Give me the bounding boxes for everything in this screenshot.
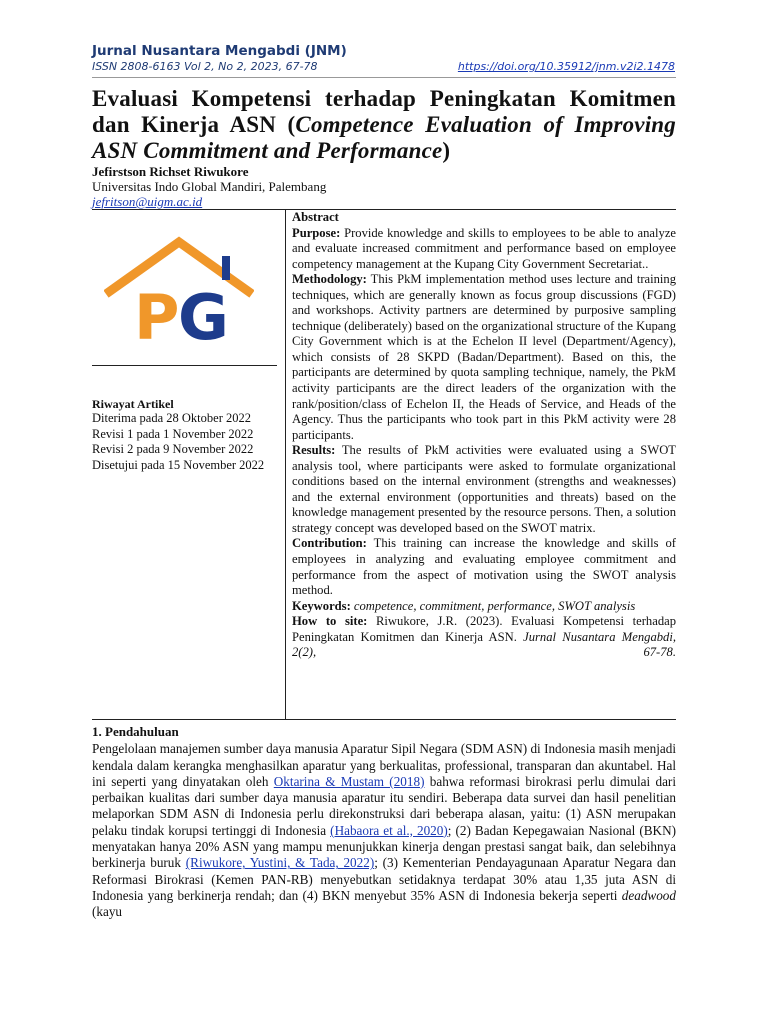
title-close-paren: ) (442, 138, 451, 163)
article-history-title: Riwayat Artikel (92, 397, 174, 411)
journal-logo (104, 236, 254, 346)
journal-name: Jurnal Nusantara Mengabdi (JNM) (92, 43, 347, 59)
abstract-results (292, 443, 676, 536)
howto-text: Riwukore, J.R. (2023). Evaluasi Kompetensi terhadap Peningkatan Komitmen dan Kinerja ASN. (292, 614, 677, 644)
abstract-contribution (292, 536, 676, 598)
methodology-label: Methodology: (292, 272, 367, 287)
results-label: Results: (292, 443, 336, 458)
section-heading: 1. Pendahuluan (92, 724, 179, 739)
abstract-how-to-cite (292, 614, 676, 661)
header-divider (92, 77, 676, 78)
history-accepted: Disetujui pada 15 November 2022 (92, 457, 265, 472)
results-text: The results of PkM activities were evaluated using a SWOT analysis tool, where participants were asked to formulate organizational conditions based on the internal environment (strengths and weaknesses) and the external environment (opportunities and threats) based on the knowledge management presented by the resource persons. Then, a solution strategy concept was developed based on the SWOT matrix. (292, 443, 676, 535)
logo-divider (92, 365, 277, 366)
abstract-heading: Abstract (292, 210, 339, 224)
author-name: Jefirstson Richset Riwukore (92, 164, 249, 179)
title-indonesian: Evaluasi Kompetensi terhadap Peningkatan Komitmen dan Kinerja ASN ( (92, 86, 676, 137)
doi-link[interactable]: https://doi.org/10.35912/jnm.v2i2.1478 (457, 60, 675, 73)
keywords-text: competence, commitment, performance, SWOT analysis (350, 598, 636, 613)
article-title (92, 86, 676, 164)
deadwood-term: deadwood (621, 887, 676, 903)
contribution-text: This training can increase the knowledge and skills of employees in analyzing and evaluating employee commitment and performance from the aspect of motivation using the SWOT analysis method. (292, 536, 676, 598)
section-pendahuluan (92, 724, 676, 921)
history-received: Diterima pada 28 Oktober 2022 (92, 411, 251, 425)
author-affiliation: Universitas Indo Global Mandiri, Palembang (92, 179, 327, 194)
title-english: Competence Evaluation of Improving ASN Commitment and Performance (92, 112, 676, 163)
para-part-3: ; (2) Badan Kepegawaian Nasional (BKN) menyatakan hanya 20% ASN yang mampu menunjukkan kinerja dengan prestasi sangat baik, dan selebihnya berkinerja buruk (92, 822, 676, 871)
purpose-label: Purpose: (292, 225, 341, 240)
abstract-purpose (292, 226, 676, 273)
abstract-block (292, 210, 676, 661)
author-email-link[interactable]: jefritson@uigm.ac.id (92, 194, 203, 209)
logo-chimney (222, 256, 230, 280)
contribution-label: Contribution: (292, 536, 367, 551)
section-paragraph (92, 741, 676, 920)
logo-letter-g: G (178, 281, 229, 346)
article-history-list (92, 411, 264, 473)
logo-letter-p: P (134, 281, 180, 346)
para-part-1: Pengelolaan manajemen sumber daya manusia Aparatur Sipil Negara (SDM ASN) di Indonesia masih menjadi kendala dalam kerangka menghasilkan aparatur yang berkualitas, professional, transparan dan akuntabel. Hal ini seperti yang dinyatakan oleh (92, 741, 676, 789)
methodology-text: This PkM implementation method uses lecture and training techniques, which are generally known as focus group discussions (FGD) and workshops. Activity partners are determined by purposive sampling technique (deliberately) based on the organizational structure of the Kupang City Government which is at the Echelon II level (Department/Agency), which consists of 28 SKPD (Badan/Department). Based on this, the participants are determined by quota sampling technique, namely, the PkM activity participants are the direct leaders of the organization with the rank/position/class of Echelon II, the Heads of Service, and Heads of the Agency. Thus the participants who took part in this PkM activity were 28 participants. (292, 272, 676, 442)
issn-volume-line: ISSN 2808-6163 Vol 2, No 2, 2023, 67-78 (92, 60, 318, 73)
para-part-2: bahwa reformasi birokrasi perlu dimulai dari perbaikan kualitas dari sumber daya manusia aparatur itu sendiri. Beberapa data survei dan hasil penelitian melaporkan SDM ASN di Indonesia perlu direkonstruksi dari beberapa alasan, yaitu: (1) ASN merupakan pelaku tindak korupsi tertinggi di Indonesia (92, 773, 676, 838)
abstract-methodology (292, 272, 676, 443)
citation-habaora[interactable]: (Habaora et al., 2020) (330, 822, 448, 838)
history-revision-2: Revisi 2 pada 9 November 2022 (92, 442, 254, 456)
abstract-box-bottom-rule (92, 719, 676, 720)
abstract-box-divider (285, 209, 286, 719)
citation-oktarina-mustam[interactable]: Oktarina & Mustam (2018) (273, 773, 425, 789)
howto-label: How to site: (292, 614, 368, 629)
abstract-keywords (292, 599, 676, 615)
citation-riwukore[interactable]: (Riwukore, Yustini, & Tada, 2022) (185, 855, 375, 871)
para-part-5: (kayu (92, 904, 123, 920)
para-part-4: ; (3) Kementerian Pendayagunaan Aparatur Negara dan Reformasi Birokrasi (Kemen PAN-RB) menyebutkan setidaknya terdapat 30% atau 1,35 juta ASN di Indonesia yang berkinerja rendah; dan (4) BKN menyebut 35% ASN di Indonesia bekerja seperti (92, 855, 676, 903)
purpose-text: Provide knowledge and skills to employees to be able to analyze and evaluate increased commitment and performance based on employee competency management at the Kupang City Government Secretariat.. (292, 225, 676, 271)
keywords-label: Keywords: (292, 598, 351, 613)
history-revision-1: Revisi 1 pada 1 November 2022 (92, 426, 254, 441)
howto-journal: Jurnal Nusantara Mengabdi, 2(2), 67-78. (292, 629, 676, 660)
